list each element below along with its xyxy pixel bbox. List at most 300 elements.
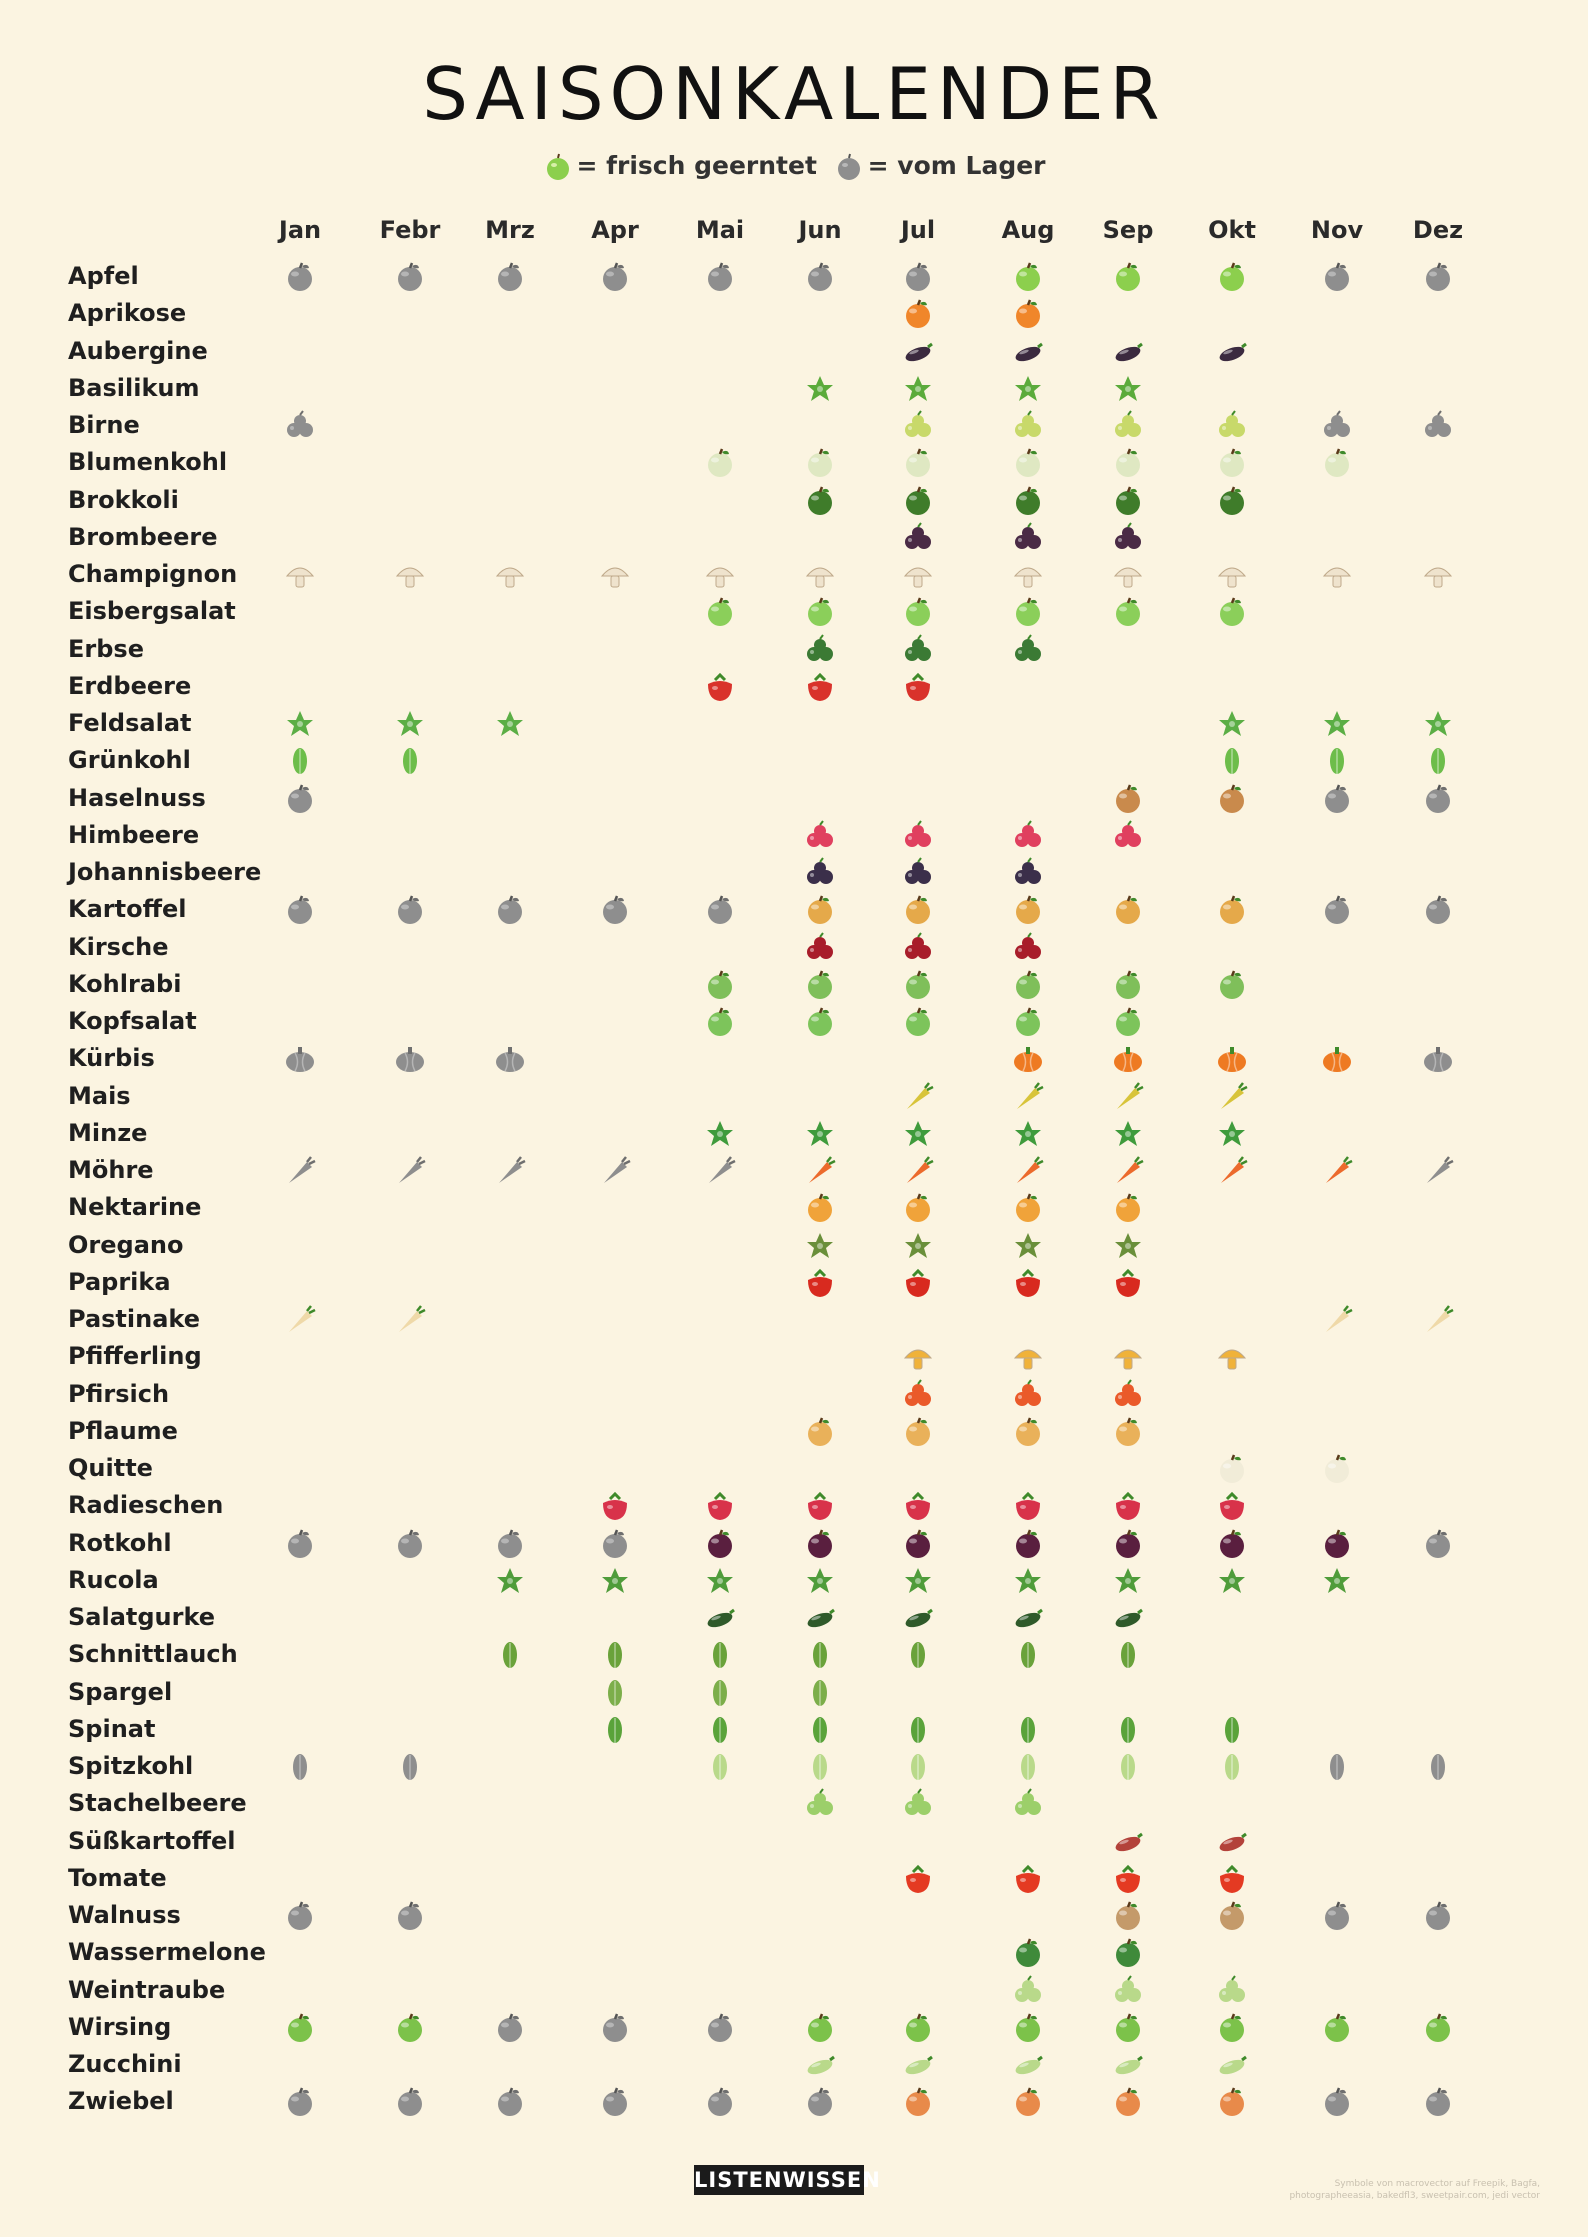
fresh-red-cabbage-icon bbox=[803, 1527, 837, 1561]
fresh-asparagus-icon bbox=[598, 1676, 632, 1710]
fresh-potato-icon bbox=[1111, 893, 1145, 927]
fresh-cauliflower-icon bbox=[901, 446, 935, 480]
produce-label: Zwiebel bbox=[68, 2087, 174, 2116]
produce-label: Kürbis bbox=[68, 1044, 155, 1073]
produce-label: Quitte bbox=[68, 1454, 153, 1482]
fresh-mushroom-icon bbox=[803, 558, 837, 592]
fresh-iceberg-lettuce-icon bbox=[803, 595, 837, 629]
fresh-quince-icon bbox=[1320, 1452, 1354, 1486]
fresh-pear-icon bbox=[1215, 409, 1249, 443]
fresh-chanterelle-icon bbox=[1111, 1340, 1145, 1374]
produce-label: Grünkohl bbox=[68, 746, 191, 775]
fresh-mint-icon bbox=[703, 1117, 737, 1151]
fresh-corn-icon bbox=[901, 1080, 935, 1114]
fresh-broccoli-icon bbox=[1111, 484, 1145, 518]
fresh-cauliflower-icon bbox=[1320, 446, 1354, 480]
produce-label: Tomate bbox=[68, 1863, 167, 1892]
stored-red-cabbage-icon bbox=[493, 1527, 527, 1561]
produce-label: Brokkoli bbox=[68, 485, 179, 514]
fresh-bell-pepper-icon bbox=[901, 1266, 935, 1300]
fresh-cherry-icon bbox=[1011, 931, 1045, 965]
fresh-mushroom-icon bbox=[703, 558, 737, 592]
fresh-zucchini-icon bbox=[1011, 2048, 1045, 2082]
produce-label: Wirsing bbox=[68, 2012, 172, 2041]
stored-onion-icon bbox=[1320, 2085, 1354, 2119]
fresh-spinach-icon bbox=[803, 1713, 837, 1747]
fresh-mushroom-icon bbox=[1111, 558, 1145, 592]
fresh-oregano-icon bbox=[1111, 1229, 1145, 1263]
stored-red-cabbage-icon bbox=[393, 1527, 427, 1561]
fresh-cucumber-icon bbox=[1011, 1601, 1045, 1635]
stored-onion-icon bbox=[1421, 2085, 1455, 2119]
fresh-potato-icon bbox=[901, 893, 935, 927]
fresh-pumpkin-icon bbox=[1215, 1042, 1249, 1076]
fresh-carrot-icon bbox=[1111, 1154, 1145, 1188]
fresh-mushroom-icon bbox=[283, 558, 317, 592]
fresh-arugula-icon bbox=[1320, 1564, 1354, 1598]
fresh-zucchini-icon bbox=[901, 2048, 935, 2082]
month-okt: Okt bbox=[1208, 216, 1256, 244]
fresh-blackberry-icon bbox=[1011, 521, 1045, 555]
fresh-kohlrabi-icon bbox=[1215, 968, 1249, 1002]
stored-potato-icon bbox=[493, 893, 527, 927]
produce-label: Mais bbox=[68, 1081, 131, 1110]
fresh-grape-icon bbox=[1215, 1974, 1249, 2008]
stored-carrot-icon bbox=[598, 1154, 632, 1188]
month-sep: Sep bbox=[1102, 216, 1154, 244]
stored-apple-icon bbox=[1421, 260, 1455, 294]
produce-label: Pflaume bbox=[68, 1416, 178, 1445]
produce-label: Nektarine bbox=[68, 1193, 202, 1222]
fresh-lambs-lettuce-icon bbox=[1421, 707, 1455, 741]
stored-pointed-cabbage-icon bbox=[1421, 1750, 1455, 1784]
produce-label: Haselnuss bbox=[68, 783, 206, 812]
fresh-broccoli-icon bbox=[1215, 484, 1249, 518]
fresh-savoy-cabbage-icon bbox=[901, 2011, 935, 2045]
stored-hazelnut-icon bbox=[1421, 782, 1455, 816]
stored-savoy-cabbage-icon bbox=[493, 2011, 527, 2045]
stored-pointed-cabbage-icon bbox=[1320, 1750, 1354, 1784]
fresh-gooseberry-icon bbox=[901, 1787, 935, 1821]
fresh-cucumber-icon bbox=[901, 1601, 935, 1635]
fresh-mint-icon bbox=[803, 1117, 837, 1151]
produce-label: Feldsalat bbox=[68, 709, 192, 737]
fresh-pumpkin-icon bbox=[1320, 1042, 1354, 1076]
stored-apple-icon bbox=[598, 260, 632, 294]
fresh-cucumber-icon bbox=[803, 1601, 837, 1635]
fresh-mint-icon bbox=[901, 1117, 935, 1151]
fresh-asparagus-icon bbox=[803, 1676, 837, 1710]
fresh-blackberry-icon bbox=[1111, 521, 1145, 555]
fresh-cherry-icon bbox=[901, 931, 935, 965]
fresh-carrot-icon bbox=[803, 1154, 837, 1188]
fresh-arugula-icon bbox=[1011, 1564, 1045, 1598]
fresh-arugula-icon bbox=[803, 1564, 837, 1598]
stored-apple-icon bbox=[393, 260, 427, 294]
fresh-iceberg-lettuce-icon bbox=[1215, 595, 1249, 629]
fresh-lambs-lettuce-icon bbox=[493, 707, 527, 741]
fresh-hazelnut-icon bbox=[1111, 782, 1145, 816]
fresh-chanterelle-icon bbox=[1011, 1340, 1045, 1374]
fresh-mushroom-icon bbox=[1320, 558, 1354, 592]
stored-hazelnut-icon bbox=[1320, 782, 1354, 816]
fresh-carrot-icon bbox=[1011, 1154, 1045, 1188]
fresh-pea-icon bbox=[901, 633, 935, 667]
fresh-zucchini-icon bbox=[803, 2048, 837, 2082]
fresh-mint-icon bbox=[1111, 1117, 1145, 1151]
stored-onion-icon bbox=[803, 2085, 837, 2119]
produce-label: Schnittlauch bbox=[68, 1640, 238, 1669]
fresh-savoy-cabbage-icon bbox=[1320, 2011, 1354, 2045]
fresh-chives-icon bbox=[703, 1638, 737, 1672]
month-mai: Mai bbox=[695, 216, 745, 244]
legend-fresh-label: = frisch geerntet bbox=[576, 150, 817, 180]
month-apr: Apr bbox=[591, 216, 639, 244]
month-nov: Nov bbox=[1310, 216, 1364, 244]
fresh-basil-icon bbox=[803, 372, 837, 406]
fresh-asparagus-icon bbox=[703, 1676, 737, 1710]
fresh-oregano-icon bbox=[901, 1229, 935, 1263]
fresh-onion-icon bbox=[1111, 2085, 1145, 2119]
fresh-tomato-icon bbox=[1111, 1862, 1145, 1896]
produce-label: Spinat bbox=[68, 1714, 156, 1743]
fresh-bell-pepper-icon bbox=[1011, 1266, 1045, 1300]
fresh-lambs-lettuce-icon bbox=[283, 707, 317, 741]
fresh-mushroom-icon bbox=[1215, 558, 1249, 592]
fresh-arugula-icon bbox=[598, 1564, 632, 1598]
fresh-apricot-icon bbox=[1011, 297, 1045, 331]
produce-label: Kohlrabi bbox=[68, 969, 182, 998]
stored-potato-icon bbox=[393, 893, 427, 927]
fresh-kale-icon bbox=[1215, 744, 1249, 778]
brand-logo: LISTENWISSEN bbox=[694, 2165, 864, 2195]
fresh-lettuce-icon bbox=[1111, 1005, 1145, 1039]
produce-label: Pfirsich bbox=[68, 1379, 170, 1408]
fresh-grape-icon bbox=[1011, 1974, 1045, 2008]
fresh-radish-icon bbox=[703, 1489, 737, 1523]
fresh-watermelon-icon bbox=[1011, 1936, 1045, 1970]
fresh-mushroom-icon bbox=[1011, 558, 1045, 592]
fresh-potato-icon bbox=[1011, 893, 1045, 927]
fresh-cauliflower-icon bbox=[1011, 446, 1045, 480]
fresh-radish-icon bbox=[1215, 1489, 1249, 1523]
fresh-corn-icon bbox=[1111, 1080, 1145, 1114]
fresh-apple-icon bbox=[1011, 260, 1045, 294]
fresh-strawberry-icon bbox=[901, 670, 935, 704]
fresh-cauliflower-icon bbox=[703, 446, 737, 480]
fresh-pear-icon bbox=[1011, 409, 1045, 443]
stored-red-cabbage-icon bbox=[1421, 1527, 1455, 1561]
gray-apple-icon bbox=[834, 152, 864, 182]
fresh-parsnip-icon bbox=[1320, 1303, 1354, 1337]
fresh-kohlrabi-icon bbox=[1111, 968, 1145, 1002]
produce-label: Minze bbox=[68, 1118, 148, 1147]
produce-label: Möhre bbox=[68, 1156, 154, 1184]
fresh-chives-icon bbox=[901, 1638, 935, 1672]
stored-savoy-cabbage-icon bbox=[598, 2011, 632, 2045]
fresh-radish-icon bbox=[901, 1489, 935, 1523]
fresh-pumpkin-icon bbox=[1011, 1042, 1045, 1076]
fresh-zucchini-icon bbox=[1111, 2048, 1145, 2082]
month-mrz: Mrz bbox=[485, 216, 535, 244]
fresh-raspberry-icon bbox=[803, 819, 837, 853]
stored-apple-icon bbox=[1320, 260, 1354, 294]
fresh-savoy-cabbage-icon bbox=[1011, 2011, 1045, 2045]
fresh-bell-pepper-icon bbox=[1111, 1266, 1145, 1300]
stored-potato-icon bbox=[283, 893, 317, 927]
produce-label: Champignon bbox=[68, 560, 238, 588]
fresh-corn-icon bbox=[1011, 1080, 1045, 1114]
fresh-blackberry-icon bbox=[901, 521, 935, 555]
stored-walnut-icon bbox=[393, 1899, 427, 1933]
fresh-zucchini-icon bbox=[1215, 2048, 1249, 2082]
legend-stored-label: = vom Lager bbox=[867, 150, 1046, 180]
fresh-currant-icon bbox=[803, 856, 837, 890]
fresh-nectarine-icon bbox=[1111, 1191, 1145, 1225]
produce-label: Johannisbeere bbox=[68, 858, 262, 886]
fresh-sweet-potato-icon bbox=[1111, 1825, 1145, 1859]
fresh-currant-icon bbox=[901, 856, 935, 890]
stored-pumpkin-icon bbox=[393, 1042, 427, 1076]
fresh-savoy-cabbage-icon bbox=[1421, 2011, 1455, 2045]
produce-label: Aprikose bbox=[68, 299, 187, 328]
fresh-cucumber-icon bbox=[703, 1601, 737, 1635]
fresh-parsnip-icon bbox=[283, 1303, 317, 1337]
fresh-kale-icon bbox=[1421, 744, 1455, 778]
fresh-quince-icon bbox=[1215, 1452, 1249, 1486]
fresh-carrot-icon bbox=[901, 1154, 935, 1188]
fresh-basil-icon bbox=[901, 372, 935, 406]
fresh-parsnip-icon bbox=[1421, 1303, 1455, 1337]
fresh-pea-icon bbox=[1011, 633, 1045, 667]
fresh-chives-icon bbox=[1111, 1638, 1145, 1672]
fresh-arugula-icon bbox=[703, 1564, 737, 1598]
stored-onion-icon bbox=[393, 2085, 427, 2119]
produce-label: Pfifferling bbox=[68, 1342, 202, 1371]
fresh-peach-icon bbox=[1111, 1378, 1145, 1412]
legend-fresh bbox=[543, 151, 817, 182]
fresh-kale-icon bbox=[1320, 744, 1354, 778]
fresh-onion-icon bbox=[1011, 2085, 1045, 2119]
stored-red-cabbage-icon bbox=[283, 1527, 317, 1561]
produce-label: Himbeere bbox=[68, 820, 200, 849]
fresh-tomato-icon bbox=[1011, 1862, 1045, 1896]
fresh-gooseberry-icon bbox=[1011, 1787, 1045, 1821]
stored-red-cabbage-icon bbox=[598, 1527, 632, 1561]
stored-onion-icon bbox=[703, 2085, 737, 2119]
stored-hazelnut-icon bbox=[283, 782, 317, 816]
fresh-savoy-cabbage-icon bbox=[393, 2011, 427, 2045]
fresh-spinach-icon bbox=[703, 1713, 737, 1747]
fresh-red-cabbage-icon bbox=[703, 1527, 737, 1561]
fresh-lambs-lettuce-icon bbox=[1320, 707, 1354, 741]
fresh-kale-icon bbox=[393, 744, 427, 778]
produce-label: Radieschen bbox=[68, 1491, 224, 1520]
stored-walnut-icon bbox=[1320, 1899, 1354, 1933]
fresh-kohlrabi-icon bbox=[1011, 968, 1045, 1002]
fresh-gooseberry-icon bbox=[803, 1787, 837, 1821]
fresh-arugula-icon bbox=[1215, 1564, 1249, 1598]
fresh-red-cabbage-icon bbox=[1215, 1527, 1249, 1561]
stored-carrot-icon bbox=[493, 1154, 527, 1188]
stored-apple-icon bbox=[703, 260, 737, 294]
fresh-spinach-icon bbox=[1215, 1713, 1249, 1747]
month-aug: Aug bbox=[1001, 216, 1055, 244]
fresh-savoy-cabbage-icon bbox=[803, 2011, 837, 2045]
fresh-red-cabbage-icon bbox=[1320, 1527, 1354, 1561]
stored-pear-icon bbox=[1320, 409, 1354, 443]
fresh-radish-icon bbox=[1111, 1489, 1145, 1523]
produce-label: Oregano bbox=[68, 1230, 184, 1259]
stored-pumpkin-icon bbox=[283, 1042, 317, 1076]
produce-label: Kartoffel bbox=[68, 895, 187, 924]
fresh-nectarine-icon bbox=[901, 1191, 935, 1225]
fresh-kohlrabi-icon bbox=[703, 968, 737, 1002]
produce-label: Apfel bbox=[68, 262, 139, 290]
fresh-pointed-cabbage-icon bbox=[703, 1750, 737, 1784]
fresh-peach-icon bbox=[1011, 1378, 1045, 1412]
fresh-nectarine-icon bbox=[1011, 1191, 1045, 1225]
fresh-carrot-icon bbox=[1320, 1154, 1354, 1188]
fresh-grape-icon bbox=[1111, 1974, 1145, 2008]
produce-label: Rucola bbox=[68, 1565, 159, 1594]
fresh-hazelnut-icon bbox=[1215, 782, 1249, 816]
stored-pumpkin-icon bbox=[1421, 1042, 1455, 1076]
fresh-savoy-cabbage-icon bbox=[1111, 2011, 1145, 2045]
stored-potato-icon bbox=[703, 893, 737, 927]
month-jul: Jul bbox=[900, 216, 936, 244]
fresh-radish-icon bbox=[598, 1489, 632, 1523]
fresh-cherry-icon bbox=[803, 931, 837, 965]
fresh-basil-icon bbox=[1111, 372, 1145, 406]
stored-onion-icon bbox=[598, 2085, 632, 2119]
stored-onion-icon bbox=[493, 2085, 527, 2119]
produce-label: Birne bbox=[68, 411, 140, 439]
fresh-potato-icon bbox=[1215, 893, 1249, 927]
fresh-chives-icon bbox=[1011, 1638, 1045, 1672]
produce-label: Zucchini bbox=[68, 2050, 182, 2078]
stored-pear-icon bbox=[1421, 409, 1455, 443]
fresh-lettuce-icon bbox=[803, 1005, 837, 1039]
fresh-nectarine-icon bbox=[803, 1191, 837, 1225]
fresh-tomato-icon bbox=[901, 1862, 935, 1896]
produce-label: Erbse bbox=[68, 634, 144, 663]
fresh-plum-icon bbox=[1011, 1415, 1045, 1449]
fresh-apple-icon bbox=[1215, 260, 1249, 294]
fresh-currant-icon bbox=[1011, 856, 1045, 890]
fresh-plum-icon bbox=[1111, 1415, 1145, 1449]
fresh-bell-pepper-icon bbox=[803, 1266, 837, 1300]
produce-label: Rotkohl bbox=[68, 1528, 172, 1557]
fresh-sweet-potato-icon bbox=[1215, 1825, 1249, 1859]
stored-walnut-icon bbox=[283, 1899, 317, 1933]
stored-carrot-icon bbox=[703, 1154, 737, 1188]
fresh-eggplant-icon bbox=[1111, 335, 1145, 369]
fresh-raspberry-icon bbox=[901, 819, 935, 853]
produce-label: Paprika bbox=[68, 1267, 171, 1296]
fresh-pointed-cabbage-icon bbox=[1011, 1750, 1045, 1784]
produce-label: Spitzkohl bbox=[68, 1752, 194, 1780]
fresh-raspberry-icon bbox=[1111, 819, 1145, 853]
fresh-peach-icon bbox=[901, 1378, 935, 1412]
stored-potato-icon bbox=[1421, 893, 1455, 927]
fresh-eggplant-icon bbox=[1215, 335, 1249, 369]
produce-label: Brombeere bbox=[68, 522, 218, 551]
fresh-oregano-icon bbox=[1011, 1229, 1045, 1263]
fresh-spinach-icon bbox=[1011, 1713, 1045, 1747]
produce-label: Kopfsalat bbox=[68, 1007, 197, 1035]
fresh-plum-icon bbox=[803, 1415, 837, 1449]
produce-label: Aubergine bbox=[68, 336, 208, 365]
fresh-mint-icon bbox=[1215, 1117, 1249, 1151]
fresh-arugula-icon bbox=[493, 1564, 527, 1598]
fresh-mushroom-icon bbox=[901, 558, 935, 592]
fresh-savoy-cabbage-icon bbox=[283, 2011, 317, 2045]
fresh-strawberry-icon bbox=[703, 670, 737, 704]
fresh-chives-icon bbox=[493, 1638, 527, 1672]
fresh-cucumber-icon bbox=[1111, 1601, 1145, 1635]
fresh-arugula-icon bbox=[1111, 1564, 1145, 1598]
stored-carrot-icon bbox=[283, 1154, 317, 1188]
fresh-arugula-icon bbox=[901, 1564, 935, 1598]
legend-stored bbox=[834, 151, 1046, 182]
fresh-basil-icon bbox=[1011, 372, 1045, 406]
fresh-pointed-cabbage-icon bbox=[803, 1750, 837, 1784]
legend bbox=[0, 150, 1588, 182]
fresh-iceberg-lettuce-icon bbox=[1011, 595, 1045, 629]
produce-label: Kirsche bbox=[68, 932, 169, 961]
fresh-red-cabbage-icon bbox=[901, 1527, 935, 1561]
fresh-broccoli-icon bbox=[1011, 484, 1045, 518]
fresh-kohlrabi-icon bbox=[901, 968, 935, 1002]
produce-label: Spargel bbox=[68, 1677, 173, 1706]
fresh-pear-icon bbox=[1111, 409, 1145, 443]
produce-label: Eisbergsalat bbox=[68, 597, 236, 626]
stored-carrot-icon bbox=[393, 1154, 427, 1188]
fresh-cauliflower-icon bbox=[1215, 446, 1249, 480]
stored-pointed-cabbage-icon bbox=[393, 1750, 427, 1784]
fresh-eggplant-icon bbox=[1011, 335, 1045, 369]
fresh-pear-icon bbox=[901, 409, 935, 443]
fresh-kohlrabi-icon bbox=[803, 968, 837, 1002]
fresh-chanterelle-icon bbox=[1215, 1340, 1249, 1374]
fresh-broccoli-icon bbox=[803, 484, 837, 518]
fresh-pointed-cabbage-icon bbox=[1111, 1750, 1145, 1784]
fresh-broccoli-icon bbox=[901, 484, 935, 518]
stored-onion-icon bbox=[283, 2085, 317, 2119]
fresh-spinach-icon bbox=[901, 1713, 935, 1747]
produce-label: Stachelbeere bbox=[68, 1789, 247, 1818]
month-jun: Jun bbox=[798, 216, 842, 244]
fresh-mushroom-icon bbox=[493, 558, 527, 592]
produce-label: Blumenkohl bbox=[68, 448, 228, 477]
fresh-raspberry-icon bbox=[1011, 819, 1045, 853]
fresh-pointed-cabbage-icon bbox=[1215, 1750, 1249, 1784]
fresh-kale-icon bbox=[283, 744, 317, 778]
fresh-radish-icon bbox=[1011, 1489, 1045, 1523]
stored-pear-icon bbox=[283, 409, 317, 443]
green-apple-icon bbox=[543, 152, 573, 182]
fresh-chives-icon bbox=[803, 1638, 837, 1672]
month-jan: Jan bbox=[278, 216, 322, 244]
fresh-iceberg-lettuce-icon bbox=[1111, 595, 1145, 629]
stored-carrot-icon bbox=[1421, 1154, 1455, 1188]
fresh-mushroom-icon bbox=[598, 558, 632, 592]
month-febr: Febr bbox=[379, 216, 441, 244]
fresh-onion-icon bbox=[901, 2085, 935, 2119]
fresh-lettuce-icon bbox=[901, 1005, 935, 1039]
fresh-cauliflower-icon bbox=[803, 446, 837, 480]
